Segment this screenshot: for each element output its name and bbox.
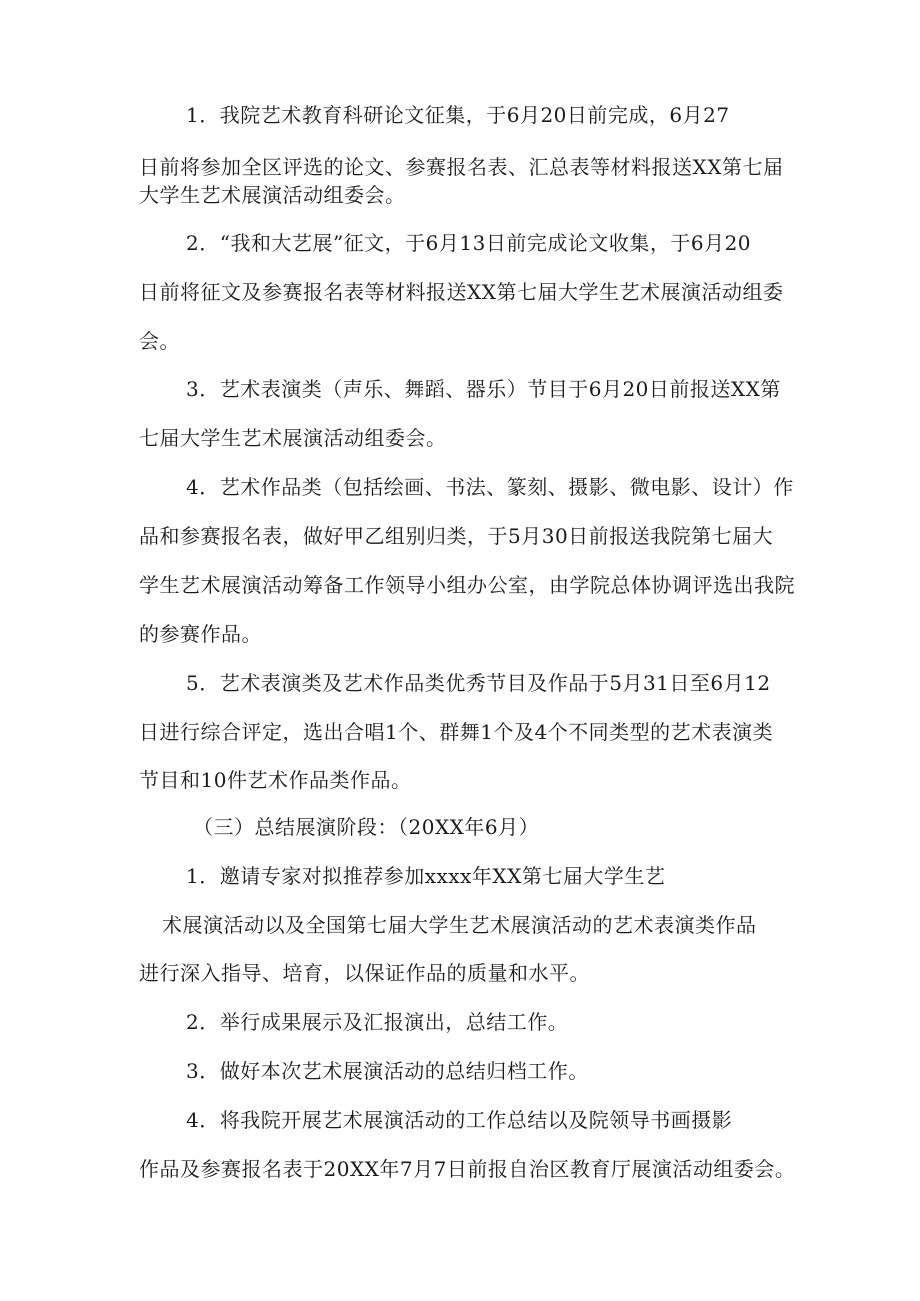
text-line-10: 品和参赛报名表，做好甲乙组别归类，于5月30日前报送我院第七届大 <box>139 524 774 548</box>
text-line-11: 学生艺术展演活动筹备工作领导小组办公室，由学院总体协调评选出我院 <box>139 573 795 597</box>
text-line-19: 进行深入指导、培育，以保证作品的质量和水平。 <box>139 961 590 985</box>
section-heading: （三）总结展演阶段：（20XX年6月） <box>193 815 540 839</box>
text-line-13: 5．艺术表演类及艺术作品类优秀节目及作品于5月31日至6月12 <box>186 671 771 695</box>
text-line-3: 大学生艺术展演活动组委会。 <box>139 183 406 207</box>
text-line-8: 七届大学生艺术展演活动组委会。 <box>139 426 447 450</box>
text-line-17: 1．邀请专家对拟推荐参加xxxx年XX第七届大学生艺 <box>186 864 666 888</box>
text-line-14: 日进行综合评定，选出合唱1个、群舞1个及4个不同类型的艺术表演类 <box>139 720 774 744</box>
text-line-21: 3．做好本次艺术展演活动的总结归档工作。 <box>186 1059 589 1083</box>
text-line-7: 3．艺术表演类（声乐、舞蹈、器乐）节目于6月20日前报送XX第 <box>186 377 781 401</box>
text-line-23: 作品及参赛报名表于20XX年7月7日前报自治区教育厅展演活动组委会。 <box>139 1157 796 1181</box>
text-line-22: 4．将我院开展艺术展演活动的工作总结以及院领导书画摄影 <box>186 1108 733 1132</box>
text-line-20: 2．举行成果展示及汇报演出，总结工作。 <box>186 1010 569 1034</box>
text-line-2: 日前将参加全区评选的论文、参赛报名表、汇总表等材料报送XX第七届 <box>139 155 784 179</box>
text-line-9: 4．艺术作品类（包括绘画、书法、篆刻、摄影、微电影、设计）作 <box>186 475 794 499</box>
text-line-4: 2．“我和大艺展”征文，于6月13日前完成论文收集，于6月20 <box>186 231 752 255</box>
text-line-6: 会。 <box>139 329 180 353</box>
text-line-12: 的参赛作品。 <box>139 622 262 646</box>
text-line-5: 日前将征文及参赛报名表等材料报送XX第七届大学生艺术展演活动组委 <box>139 280 784 304</box>
text-line-1: 1．我院艺术教育科研论文征集，于6月20日前完成，6月27 <box>186 103 730 127</box>
text-line-15: 节目和10件艺术作品类作品。 <box>139 768 412 792</box>
text-line-18: 术展演活动以及全国第七届大学生艺术展演活动的艺术表演类作品 <box>162 913 757 937</box>
